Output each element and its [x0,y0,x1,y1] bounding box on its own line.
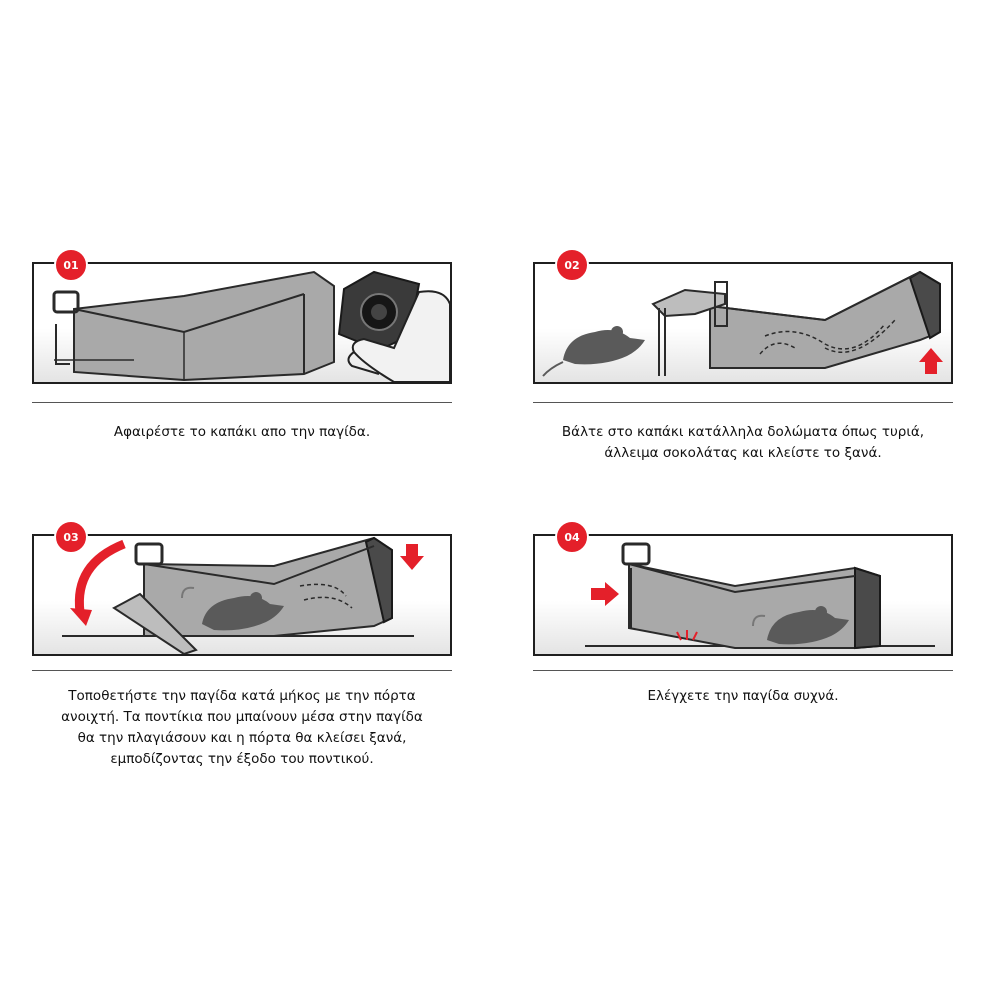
arrow-down-icon [400,544,424,570]
trap-body-illustration [54,272,334,380]
lid-in-hand-illustration [339,272,450,382]
step-number-badge: 02 [555,248,589,282]
divider [533,670,953,671]
caption-line: άλλειμα σοκολάτας και κλείστε το ξανά. [604,445,882,461]
arrow-up-icon [919,348,943,374]
curved-arrow-icon [70,544,124,626]
step-caption [533,686,953,707]
arrow-right-icon [591,582,619,606]
mouse-illustration [543,326,645,376]
trap-body-illustration [623,544,880,648]
step-number-badge: 04 [555,520,589,554]
step-illustration [533,262,953,384]
divider [32,402,452,403]
divider [32,670,452,671]
step-caption [32,686,452,770]
step-caption [533,422,953,464]
caption-line: Βάλτε στο καπάκι κατάλληλα δολώματα όπως τυριά, [561,424,925,440]
step-number-badge: 03 [54,520,88,554]
caption-line: Ελέγχετε την παγίδα συχνά. [647,688,839,704]
caption-line: ανοιχτή. Τα ποντίκια που μπαίνουν μέσα στην παγίδα [61,709,423,725]
step-illustration [533,534,953,656]
step-caption [32,422,452,443]
step-number-badge: 01 [54,248,88,282]
trap-body-illustration [710,272,940,368]
step-illustration [32,262,452,384]
caption-line: εμποδίζοντας την έξοδο του ποντικού. [110,751,374,767]
divider [533,402,953,403]
caption-line: Τοποθετήστε την παγίδα κατά μήκος με την πόρτα [68,688,416,704]
caption-line: θα την πλαγιάσουν και η πόρτα θα κλείσει ξανά, [77,730,407,746]
step-illustration [32,534,452,656]
caption-line: Αφαιρέστε το καπάκι απο την παγίδα. [113,424,371,440]
